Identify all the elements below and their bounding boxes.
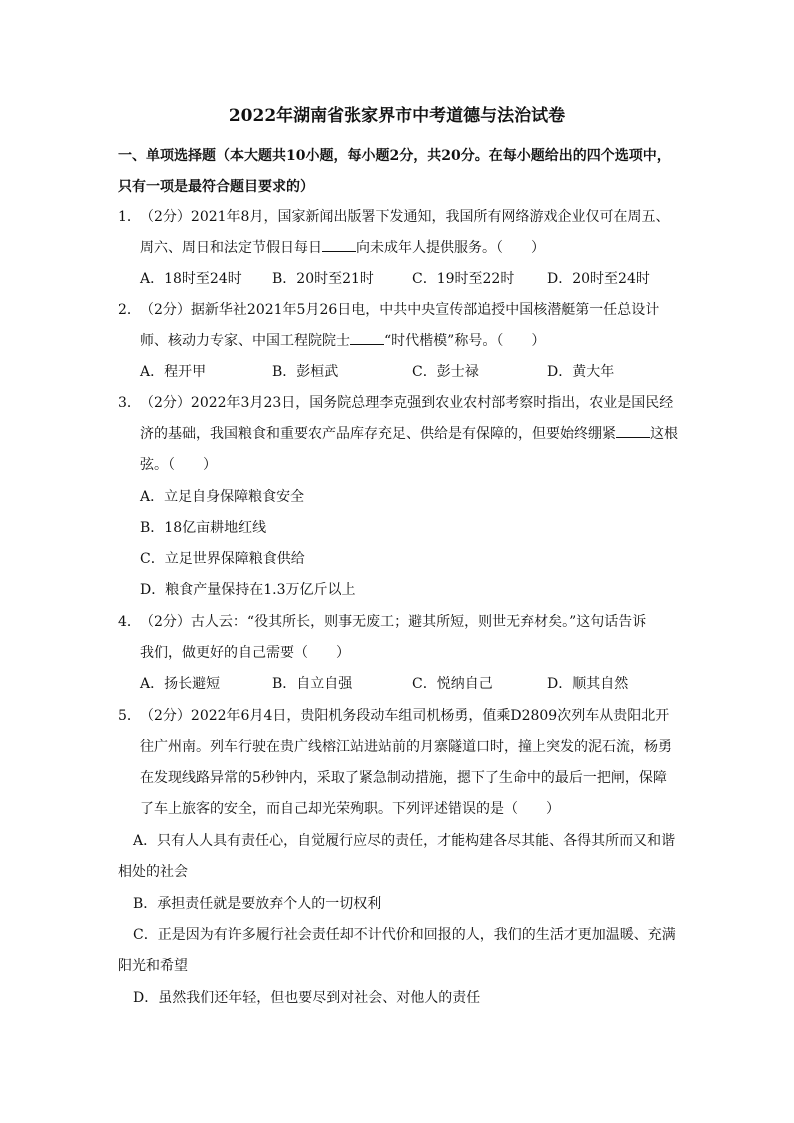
question-text-line: （2分）2022年6月4日，贵阳机务段动车组司机杨勇，值乘D2809次列车从贵阳北开 xyxy=(140,708,670,724)
question-number: 3． xyxy=(118,395,141,411)
option-c: C．彭士禄 xyxy=(412,364,479,380)
option-a: A．扬长避短 xyxy=(140,676,221,692)
question-text-line: （2分）2021年8月，国家新闻出版署下发通知，我国所有网络游戏企业仅可在周五、 xyxy=(140,209,670,225)
question-text-fragment: 向未成年人提供服务。（ ） xyxy=(356,240,545,256)
answer-blank xyxy=(322,237,356,252)
option-b: B．彭桓武 xyxy=(272,364,339,380)
question-text-line xyxy=(140,237,545,259)
question-text-line: 我们，做更好的自己需要（ ） xyxy=(140,645,350,661)
option-a-continuation: 相处的社会 xyxy=(118,864,188,880)
option-d: D．虽然我们还年轻，但也要尽到对社会、对他人的责任 xyxy=(133,990,481,1006)
option-c: C．立足世界保障粮食供给 xyxy=(140,551,305,567)
question-text-fragment: “时代楷模”称号。（ ） xyxy=(384,333,546,349)
question-text-fragment: 周六、周日和法定节假日每日 xyxy=(140,240,322,256)
option-c-continuation: 阳光和希望 xyxy=(118,958,188,974)
option-d: D．20时至24时 xyxy=(547,271,650,287)
option-d: D．黄大年 xyxy=(547,364,615,380)
option-a: A．18时至24时 xyxy=(140,271,242,287)
option-b: B．20时至21时 xyxy=(272,271,374,287)
answer-blank xyxy=(350,330,384,345)
question-text-line: （2分）据新华社2021年5月26日电，中共中央宣传部追授中国核潜艇第一任总设计 xyxy=(140,302,660,318)
question-number: 1． xyxy=(118,209,141,225)
question-text-fragment: 这根 xyxy=(650,426,678,442)
question-text-line: 弦。（ ） xyxy=(140,457,217,473)
question-text-line: （2分）2022年3月23日，国务院总理李克强到农业农村部考察时指出，农业是国民经 xyxy=(140,395,674,411)
section-heading xyxy=(118,141,678,203)
question-text-line: 在发现线路异常的5秒钟内，采取了紧急制动措施，摁下了生命中的最后一把闸，保障 xyxy=(140,770,667,786)
question-text-line: （2分）古人云：“役其所长，则事无废工；避其所短，则世无弃材矣。”这句话告诉 xyxy=(140,614,647,630)
exam-title: 2022年湖南省张家界市中考道德与法治试卷 xyxy=(228,106,566,126)
option-c: C．19时至22时 xyxy=(412,271,515,287)
question-number: 4． xyxy=(118,614,141,630)
option-d: D．粮食产量保持在1.3万亿斤以上 xyxy=(140,582,356,598)
section-heading-line-2: 只有一项是最符合题目要求的） xyxy=(118,179,314,195)
answer-blank xyxy=(616,423,650,438)
question-number: 2． xyxy=(118,302,141,318)
option-a: A．只有人人具有责任心，自觉履行应尽的责任，才能构建各尽其能、各得其所而又和谐 xyxy=(133,833,676,849)
question-text-line xyxy=(140,330,545,352)
section-heading-line-1: 一、单项选择题（本大题共10小题，每小题2分，共20分。在每小题给出的四个选项中， xyxy=(118,148,671,164)
question-number: 5． xyxy=(118,708,141,724)
option-a: A．程开甲 xyxy=(140,364,207,380)
question-text-fragment: 师、核动力专家、中国工程院院士 xyxy=(140,333,350,349)
option-c: C．正是因为有许多履行社会责任却不计代价和回报的人，我们的生活才更加温暖、充满 xyxy=(133,927,676,943)
question-text-line: 往广州南。列车行驶在贵广线榕江站进站前的月寨隧道口时，撞上突发的泥石流，杨勇 xyxy=(140,739,672,755)
question-text-line: 了车上旅客的安全，而自己却光荣殉职。下列评述错误的是（ ） xyxy=(140,801,560,817)
option-a: A．立足自身保障粮食安全 xyxy=(140,489,305,505)
option-c: C．悦纳自己 xyxy=(412,676,493,692)
question-text-fragment: 济的基础，我国粮食和重要农产品库存充足、供给是有保障的，但要始终绷紧 xyxy=(140,426,616,442)
option-d: D．顺其自然 xyxy=(547,676,629,692)
option-b: B．18亿亩耕地红线 xyxy=(140,520,267,536)
option-b: B．自立自强 xyxy=(272,676,353,692)
question-text-line xyxy=(140,423,678,445)
option-b: B．承担责任就是要放弃个人的一切权利 xyxy=(133,896,382,912)
